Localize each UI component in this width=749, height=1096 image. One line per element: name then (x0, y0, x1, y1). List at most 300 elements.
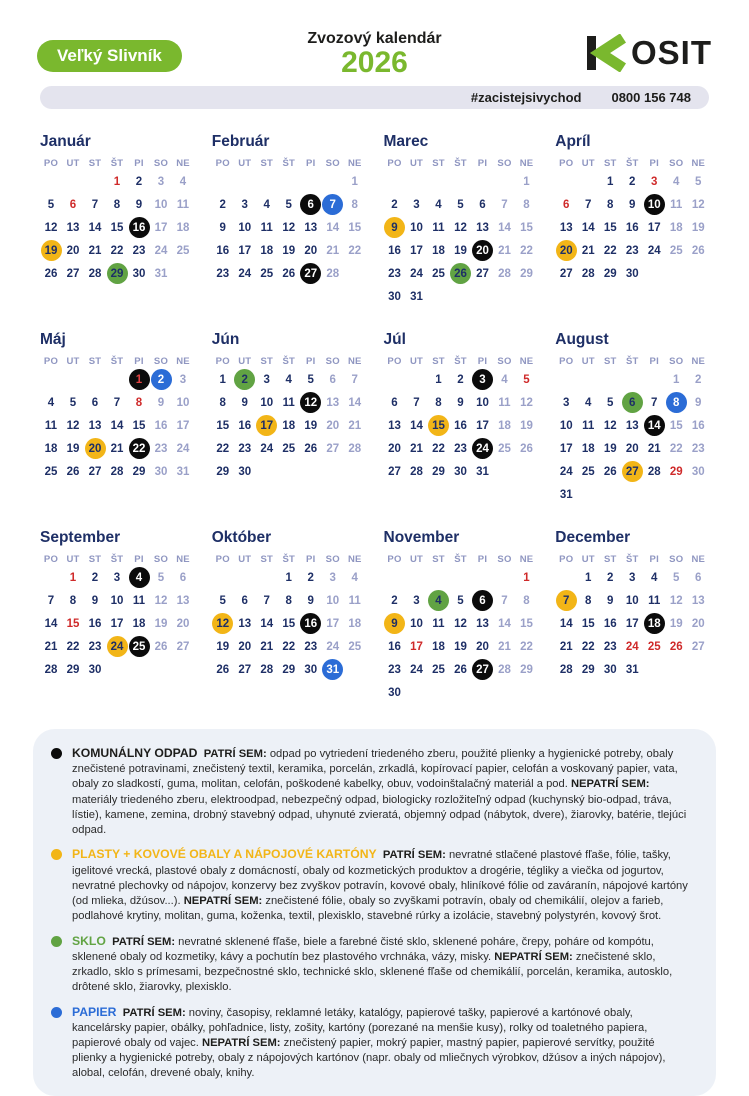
weekday-label: NE (691, 356, 706, 367)
legend-title: KOMUNÁLNY ODPAD (72, 746, 198, 760)
weekday-label: ST (603, 158, 617, 169)
day-cell: 12 (454, 221, 467, 234)
day-cell: 3 (179, 373, 187, 386)
weekday-label: ST (260, 158, 274, 169)
pickup-day-papier: 2 (151, 369, 172, 390)
weekday-header-row (555, 158, 711, 169)
day-cell: 21 (326, 244, 340, 257)
day-cell: 4 (47, 396, 55, 409)
day-cell: 27 (176, 640, 190, 653)
day-cell: 8 (219, 396, 226, 409)
day-cell: 1 (607, 175, 614, 188)
empty-cell (472, 171, 493, 192)
day-cell: 24 (154, 244, 168, 257)
day-cell: 13 (238, 617, 252, 630)
day-cell: 15 (282, 617, 296, 630)
pickup-day-komunal: 18 (644, 613, 665, 634)
day-cell: 5 (457, 594, 464, 607)
day-cell: 6 (179, 571, 187, 584)
legend-panel (33, 729, 716, 1096)
day-cell: 9 (157, 396, 165, 409)
day-cell: 9 (607, 594, 614, 607)
day-cell: 9 (91, 594, 99, 607)
month-maj (40, 331, 196, 505)
empty-cell (322, 171, 343, 192)
day-cell: 13 (388, 419, 401, 432)
empty-cell (578, 171, 599, 192)
day-cell: 27 (238, 663, 252, 676)
day-cell: 18 (132, 617, 146, 630)
day-cell: 11 (648, 594, 661, 607)
empty-cell (578, 369, 599, 390)
day-cell: 17 (154, 221, 168, 234)
day-cell: 5 (673, 571, 680, 584)
empty-cell (644, 369, 665, 390)
day-cell: 17 (176, 419, 190, 432)
day-cell: 19 (691, 221, 705, 234)
day-cell: 14 (44, 617, 58, 630)
empty-cell (41, 369, 62, 390)
day-cell: 26 (44, 267, 58, 280)
komunalny-odpad-bullet-icon (51, 748, 62, 759)
day-cell: 13 (625, 419, 639, 432)
day-cell: 8 (285, 594, 292, 607)
calendar-year: 2026 (341, 46, 408, 79)
day-cell: 10 (260, 396, 274, 409)
day-cell: 22 (520, 244, 533, 257)
weekday-label: NE (519, 554, 534, 565)
day-cell: 28 (559, 663, 573, 676)
day-cell: 15 (348, 221, 362, 234)
day-cell: 7 (501, 198, 508, 211)
day-cell: 25 (581, 465, 595, 478)
day-cell: 27 (559, 267, 573, 280)
empty-cell (622, 369, 643, 390)
day-cell: 9 (695, 396, 702, 409)
day-cell: 17 (238, 244, 252, 257)
day-cell: 12 (66, 419, 80, 432)
papier-bullet-icon (51, 1007, 62, 1018)
day-cell: 13 (66, 221, 80, 234)
day-cell: 19 (282, 244, 296, 257)
weekday-label: SO (325, 554, 340, 565)
day-cell: 18 (498, 419, 511, 432)
day-cell: 11 (432, 617, 445, 630)
day-cell: 12 (454, 617, 467, 630)
empty-cell (472, 567, 493, 588)
day-cell: 21 (559, 640, 573, 653)
day-cell: 5 (69, 396, 77, 409)
day-cell: 29 (669, 465, 683, 478)
day-cell: 22 (216, 442, 230, 455)
weekday-label: SO (153, 554, 169, 565)
weekday-label: PI (649, 554, 659, 565)
pickup-day-sklo: 4 (428, 590, 449, 611)
day-cell: 1 (523, 571, 530, 584)
day-cell: 15 (132, 419, 146, 432)
calendar-title: Zvozový kalendár (307, 30, 442, 47)
day-cell: 17 (647, 221, 661, 234)
day-cell: 18 (432, 640, 445, 653)
day-cell: 25 (282, 442, 296, 455)
day-cell: 18 (669, 221, 683, 234)
day-cell: 1 (523, 175, 530, 188)
day-cell: 14 (326, 221, 340, 234)
day-cell: 4 (179, 175, 187, 188)
day-cell: 13 (559, 221, 573, 234)
day-cell: 18 (581, 442, 595, 455)
day-cell: 4 (501, 373, 508, 386)
day-cell: 4 (435, 198, 442, 211)
day-cell: 28 (88, 267, 102, 280)
empty-cell (556, 567, 577, 588)
day-cell: 2 (695, 373, 702, 386)
day-cell: 5 (307, 373, 314, 386)
day-cell: 15 (520, 617, 533, 630)
day-cell: 30 (454, 465, 467, 478)
day-cell: 7 (263, 594, 270, 607)
month-title: Marec (383, 133, 429, 150)
day-cell: 22 (348, 244, 362, 257)
day-cell: 20 (625, 442, 639, 455)
empty-cell (278, 171, 299, 192)
pickup-day-plast: 24 (107, 636, 128, 657)
pickup-day-sklo: 6 (622, 392, 643, 413)
weekday-label: ST (260, 554, 274, 565)
empty-cell (85, 171, 106, 192)
empty-cell (300, 171, 321, 192)
day-cell: 13 (476, 221, 489, 234)
day-cell: 29 (216, 465, 230, 478)
day-cell: 23 (216, 267, 230, 280)
day-cell: 25 (44, 465, 58, 478)
phone-number: 0800 156 748 (611, 90, 691, 105)
weekday-label: SO (669, 158, 684, 169)
empty-cell (384, 567, 405, 588)
pickup-day-plast: 9 (384, 217, 405, 238)
weekday-label: ŠT (110, 554, 124, 565)
day-cell: 17 (326, 617, 340, 630)
weekday-label: ŠT (625, 554, 639, 565)
day-cell: 18 (176, 221, 190, 234)
weekday-label: UT (409, 158, 424, 169)
day-cell: 28 (326, 267, 340, 280)
day-cell: 22 (110, 244, 124, 257)
day-cell: 3 (563, 396, 570, 409)
day-cell: 3 (241, 198, 248, 211)
day-cell: 16 (603, 617, 617, 630)
day-cell: 13 (691, 594, 705, 607)
day-cell: 6 (563, 198, 570, 211)
day-cell: 15 (66, 617, 80, 630)
weekday-header-row (384, 158, 540, 169)
weekday-label: PI (649, 158, 659, 169)
day-cell: 12 (691, 198, 705, 211)
month-title: Január (40, 133, 91, 150)
kosit-logo (587, 34, 712, 72)
day-cell: 28 (348, 442, 362, 455)
day-cell: 3 (263, 373, 270, 386)
day-cell: 1 (113, 175, 121, 188)
weekday-label: ŠT (282, 554, 296, 565)
day-cell: 20 (304, 244, 318, 257)
day-cell: 10 (326, 594, 340, 607)
weekday-label: ŠT (110, 356, 124, 367)
day-cell: 19 (454, 244, 467, 257)
legend-item-plasty (51, 846, 690, 924)
empty-cell (212, 567, 233, 588)
weekday-header-row (212, 158, 368, 169)
day-cell: 21 (647, 442, 661, 455)
day-cell: 29 (282, 663, 296, 676)
month-days (384, 567, 540, 703)
day-cell: 1 (673, 373, 680, 386)
empty-cell (556, 369, 577, 390)
day-cell: 24 (410, 267, 423, 280)
empty-cell (450, 171, 471, 192)
weekday-label: ŠT (454, 158, 467, 169)
day-cell: 2 (607, 571, 614, 584)
pickup-day-sklo: 29 (107, 263, 128, 284)
day-cell: 21 (88, 244, 102, 257)
pickup-day-komunal: 1 (129, 369, 150, 390)
day-cell: 23 (454, 442, 467, 455)
day-cell: 19 (66, 442, 80, 455)
pickup-day-komunal: 27 (472, 659, 493, 680)
pickup-day-papier: 7 (322, 194, 343, 215)
day-cell: 24 (625, 640, 639, 653)
weekday-label: ŠT (110, 158, 124, 169)
weekday-header-row (555, 554, 711, 565)
weekday-label: NE (691, 158, 706, 169)
month-days (555, 369, 711, 505)
empty-cell (234, 171, 255, 192)
weekday-label: PO (215, 554, 230, 565)
month-title: Máj (40, 331, 66, 348)
day-cell: 12 (603, 419, 617, 432)
empty-cell (41, 567, 62, 588)
day-cell: 6 (329, 373, 336, 386)
empty-cell (234, 567, 255, 588)
weekday-label: ŠT (454, 554, 467, 565)
day-cell: 1 (219, 373, 226, 386)
page-header (0, 0, 749, 78)
pickup-day-komunal: 16 (129, 217, 150, 238)
day-cell: 13 (304, 221, 318, 234)
pickup-day-sklo: 2 (234, 369, 255, 390)
day-cell: 14 (88, 221, 102, 234)
day-cell: 14 (260, 617, 274, 630)
day-cell: 3 (157, 175, 165, 188)
weekday-header-row (212, 356, 368, 367)
day-cell: 6 (695, 571, 702, 584)
month-title: August (555, 331, 609, 348)
day-cell: 14 (559, 617, 573, 630)
weekday-label: PI (649, 356, 659, 367)
day-cell: 7 (585, 198, 592, 211)
month-days (555, 171, 711, 284)
weekday-label: NE (347, 158, 362, 169)
weekday-label: ST (88, 158, 102, 169)
weekday-label: PI (134, 554, 144, 565)
day-cell: 7 (91, 198, 99, 211)
day-cell: 23 (388, 663, 401, 676)
legend-text: SKLO PATRÍ SEM: nevratné sklenené fľaše, biele a farebné čisté sklo, sklenené poháre, črepy, poháre od kompótu, sklenené obaly od kozmetiky, kávy a pochutín bez plastového vrchnáka, vázy, misky. NEPATRÍ SEM: znečistené sklo, zrkadlo, sklo s prímesami, bezpečnostné sklo, technické sklo, sklenené fľaše od chemikálií, porcelán, keramika, autosklo, drôtené sklo, žiarovky, plexisklo. (72, 933, 673, 994)
day-cell: 30 (132, 267, 146, 280)
weekday-label: SO (325, 158, 340, 169)
day-cell: 23 (154, 442, 168, 455)
weekday-label: ST (88, 554, 102, 565)
weekday-label: PO (387, 158, 402, 169)
pickup-day-plast: 15 (428, 415, 449, 436)
weekday-label: PI (306, 158, 316, 169)
empty-cell (556, 171, 577, 192)
pickup-day-plast: 9 (384, 613, 405, 634)
day-cell: 5 (47, 198, 55, 211)
day-cell: 22 (603, 244, 617, 257)
day-cell: 16 (625, 221, 639, 234)
day-cell: 31 (410, 290, 423, 303)
weekday-label: UT (66, 356, 80, 367)
weekday-label: SO (153, 356, 169, 367)
pickup-day-plast: 19 (41, 240, 62, 261)
day-cell: 25 (176, 244, 190, 257)
empty-cell (256, 171, 277, 192)
day-cell: 28 (410, 465, 423, 478)
legend-item-papier (51, 1004, 690, 1082)
day-cell: 13 (176, 594, 190, 607)
day-cell: 18 (348, 617, 362, 630)
day-cell: 6 (479, 198, 486, 211)
day-cell: 28 (498, 663, 511, 676)
day-cell: 11 (44, 419, 58, 432)
day-cell: 15 (216, 419, 230, 432)
legend-text: KOMUNÁLNY ODPAD PATRÍ SEM: odpad po vytriedení triedeného zberu, použité plienky a hygienické potreby, obaly znečistené potravinami, znečistený textil, keramika, porcelán, zrkadlá, kopírovací papier, celofán a voskovaný papier, vata, obaly zo sladkostí, guma, molitan, celofán, poškodené kabelky, obuv, vodoinštalačný materiál a pod. NEPATRÍ SEM: materiály triedeného zberu, elektroodpad, nebezpečný odpad, biologicky rozložiteľný odpad (kuchynský bio-odpad, tráva, lístie), kamene, zemina, drobný stavebný odpad, uhynuté zvieratá, objemný odpad (nábytok, dvere), žiarovky, batérie, tlejúci odpad. (72, 746, 687, 837)
day-cell: 7 (413, 396, 420, 409)
empty-cell (406, 567, 427, 588)
day-cell: 28 (581, 267, 595, 280)
weekday-label: PO (387, 356, 402, 367)
day-cell: 8 (113, 198, 121, 211)
day-cell: 21 (110, 442, 124, 455)
day-cell: 2 (629, 175, 636, 188)
weekday-label: PO (387, 554, 402, 565)
day-cell: 26 (454, 663, 467, 676)
day-cell: 30 (238, 465, 252, 478)
legend-text: PAPIER PATRÍ SEM: noviny, časopisy, reklamné letáky, katalógy, papierové tašky, papierové a kartónové obaly, kancelársky papier, obálky, pohľadnice, listy, zošity, kartóny (porezané na menšie kusy), rolky od toaletného papiera, papierové obaly od vajec. NEPATRÍ SEM: znečistený papier, mokrý papier, mastný papier, papierové servítky, použité plienky a hygienické potreby, obaly z nápojových kartónov (napr. obaly od mliečnych výrobkov, džúsov a iných nápojov), alobal, celofán, drevené obaly, knihy. (72, 1004, 666, 1080)
day-cell: 26 (691, 244, 705, 257)
day-cell: 25 (432, 663, 445, 676)
day-cell: 4 (585, 396, 592, 409)
day-cell: 13 (476, 617, 489, 630)
day-cell: 18 (282, 419, 296, 432)
pickup-day-komunal: 4 (129, 567, 150, 588)
empty-cell (85, 369, 106, 390)
weekday-label: ST (432, 554, 445, 565)
day-cell: 30 (388, 686, 401, 699)
weekday-label: ŠT (282, 158, 296, 169)
day-cell: 23 (132, 244, 146, 257)
day-cell: 7 (47, 594, 55, 607)
day-cell: 22 (282, 640, 296, 653)
day-cell: 25 (498, 442, 511, 455)
weekday-label: UT (581, 554, 595, 565)
day-cell: 21 (410, 442, 423, 455)
empty-cell (494, 171, 515, 192)
day-cell: 8 (523, 594, 530, 607)
weekday-header-row (384, 554, 540, 565)
weekday-label: UT (66, 554, 80, 565)
weekday-label: SO (153, 158, 169, 169)
empty-cell (384, 171, 405, 192)
day-cell: 29 (581, 663, 595, 676)
day-cell: 29 (520, 267, 533, 280)
weekday-label: PI (306, 554, 316, 565)
day-cell: 22 (432, 442, 445, 455)
day-cell: 23 (88, 640, 102, 653)
day-cell: 4 (673, 175, 680, 188)
pickup-day-papier: 31 (322, 659, 343, 680)
day-cell: 9 (135, 198, 143, 211)
weekday-label: PI (134, 158, 144, 169)
day-cell: 10 (476, 396, 489, 409)
plasty-bullet-icon (51, 849, 62, 860)
day-cell: 2 (91, 571, 99, 584)
day-cell: 16 (388, 640, 401, 653)
day-cell: 24 (410, 663, 423, 676)
legend-item-sklo (51, 933, 690, 996)
day-cell: 20 (238, 640, 252, 653)
legend-title: PAPIER (72, 1004, 117, 1019)
day-cell: 25 (348, 640, 362, 653)
pickup-day-komunal: 3 (472, 369, 493, 390)
day-cell: 8 (351, 198, 358, 211)
day-cell: 2 (219, 198, 226, 211)
day-cell: 5 (157, 571, 165, 584)
pickup-day-komunal: 25 (129, 636, 150, 657)
day-cell: 28 (647, 465, 661, 478)
day-cell: 23 (691, 442, 705, 455)
weekday-label: PI (306, 356, 316, 367)
day-cell: 26 (216, 663, 230, 676)
month-november (384, 529, 540, 703)
weekday-label: UT (66, 158, 80, 169)
day-cell: 20 (66, 244, 80, 257)
day-cell: 26 (304, 442, 318, 455)
day-cell: 27 (326, 442, 340, 455)
day-cell: 23 (304, 640, 318, 653)
day-cell: 16 (238, 419, 252, 432)
day-cell: 10 (238, 221, 252, 234)
weekday-label: UT (238, 554, 252, 565)
weekday-label: UT (409, 356, 424, 367)
weekday-label: NE (691, 554, 706, 565)
day-cell: 3 (413, 594, 420, 607)
day-cell: 1 (69, 571, 77, 584)
day-cell: 15 (520, 221, 533, 234)
day-cell: 25 (647, 640, 661, 653)
day-cell: 19 (520, 419, 533, 432)
weekday-label: PO (43, 356, 59, 367)
month-days (384, 369, 540, 482)
weekday-label: NE (519, 356, 534, 367)
weekday-header-row (40, 554, 196, 565)
day-cell: 3 (413, 198, 420, 211)
day-cell: 12 (520, 396, 533, 409)
day-cell: 20 (476, 640, 489, 653)
weekday-label: ST (432, 356, 445, 367)
day-cell: 28 (110, 465, 124, 478)
